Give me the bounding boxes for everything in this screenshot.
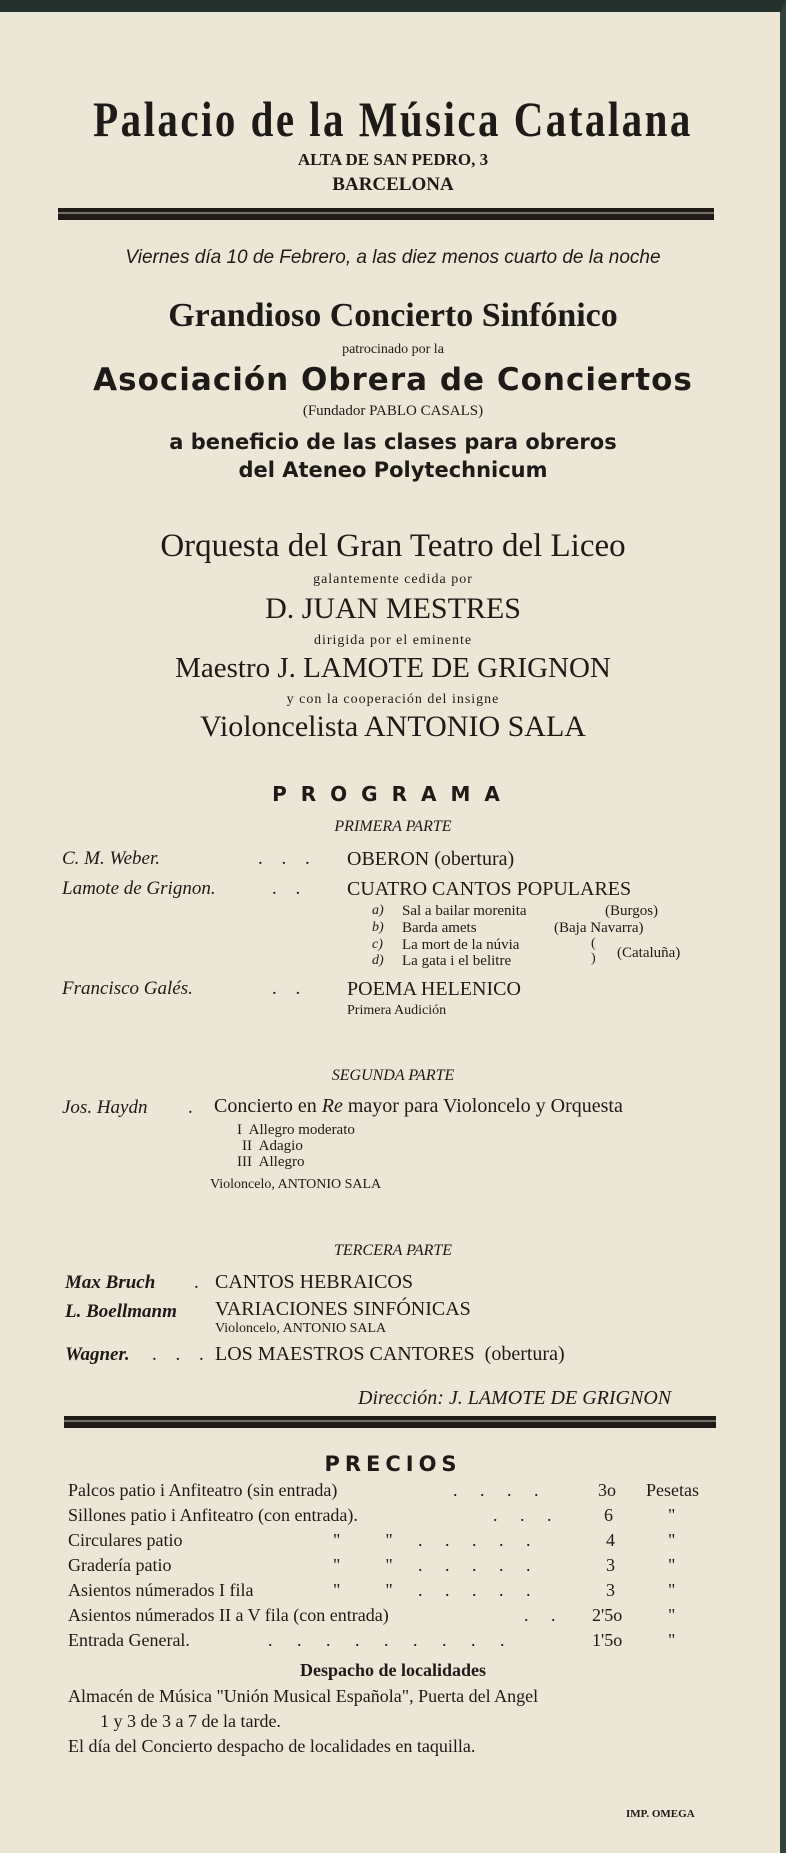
price-ditto-cols: " " <box>333 1555 393 1575</box>
dot-bruch: . <box>194 1272 199 1293</box>
price-label: Asientos númerados I fila <box>68 1580 254 1600</box>
work-maestros-cantores: LOS MAESTROS CANTORES (obertura) <box>215 1343 565 1365</box>
work-cuatro-cantos: CUATRO CANTOS POPULARES <box>347 878 632 900</box>
price-ditto-cols: " " <box>333 1580 393 1600</box>
work-haydn-part-b: mayor para Violoncelo y Orquesta <box>342 1095 623 1117</box>
price-value: 3o <box>598 1480 616 1500</box>
price-row <box>68 1530 718 1556</box>
program-rule <box>64 1416 716 1428</box>
song-letter: d) <box>372 953 384 968</box>
movement-1: I Allegro moderato <box>237 1122 355 1138</box>
song-title: Barda amets <box>402 920 477 936</box>
price-label: Sillones patio i Anfiteatro (con entrada). <box>68 1505 358 1525</box>
benefit-line-1: a beneficio de las clases para obreros <box>169 430 617 454</box>
price-dots: . . . <box>493 1505 561 1525</box>
cooperation-line: y con la cooperación del insigne <box>286 692 500 707</box>
box-office-heading: Despacho de localidades <box>299 1660 486 1680</box>
price-unit: Pesetas <box>646 1480 699 1500</box>
composer-haydn: Jos. Haydn <box>62 1097 148 1118</box>
part3-label: TERCERA PARTE <box>333 1242 453 1259</box>
brace-cd: ( ) <box>591 936 596 966</box>
work-haydn-concierto <box>214 1095 623 1118</box>
price-dots: . . . . . <box>418 1530 540 1550</box>
box-office-line-1: Almacén de Música "Unión Musical Española", Puerta del Angel <box>68 1686 539 1706</box>
price-row <box>68 1505 718 1531</box>
price-value: 2'5o <box>592 1605 623 1625</box>
directed-by: dirigida por el eminente <box>313 633 473 648</box>
movement-3: III Allegro <box>237 1154 305 1170</box>
song-letter: c) <box>372 937 383 952</box>
price-row <box>68 1605 718 1631</box>
ceded-by: galantemente cedida por <box>313 572 473 587</box>
price-value: 3 <box>606 1580 615 1600</box>
song-title: La mort de la núvia <box>402 937 520 953</box>
work-haydn-key: Re <box>321 1095 343 1117</box>
composer-boellmann: L. Boellmanm <box>65 1301 177 1322</box>
price-dots: . . . . . . . . . <box>268 1630 515 1650</box>
price-ditto: " <box>668 1530 676 1550</box>
composer-gales: Francisco Galés. <box>62 978 193 999</box>
composer-weber: C. M. Weber. <box>62 848 160 869</box>
price-dots: . . . . . <box>418 1580 540 1600</box>
work-haydn-part-a: Concierto en <box>214 1095 322 1117</box>
work-variaciones: VARIACIONES SINFÓNICAS <box>215 1298 471 1320</box>
owner-name: D. JUAN MESTRES <box>265 592 521 625</box>
price-row <box>68 1630 718 1656</box>
concert-title: Grandioso Concierto Sinfónico <box>168 297 618 334</box>
composer-wagner: Wagner. <box>65 1344 130 1365</box>
song-title: Sal a bailar morenita <box>402 903 527 919</box>
price-row <box>68 1555 718 1581</box>
price-row <box>68 1580 718 1606</box>
dots-lamote: . . <box>272 878 308 899</box>
sponsor-intro: patrocinado por la <box>342 342 444 357</box>
price-ditto: " <box>668 1555 676 1575</box>
venue-title: Palacio de la Música Catalana <box>93 91 693 147</box>
price-label: Gradería patio <box>68 1555 172 1575</box>
song-letter: a) <box>372 903 384 918</box>
price-dots: . . . . <box>453 1480 548 1500</box>
song-letter: b) <box>372 920 384 935</box>
direction-credit: Dirección: J. LAMOTE DE GRIGNON <box>358 1387 672 1409</box>
song-region: (Baja Navarra) <box>554 920 644 936</box>
work-poema-helenico: POEMA HELENICO <box>347 978 521 1000</box>
price-label: Entrada General. <box>68 1630 190 1650</box>
header-rule <box>58 208 714 220</box>
dots-gales: . . <box>272 978 308 999</box>
song-title: La gata i el belitre <box>402 953 512 969</box>
price-value: 4 <box>606 1530 615 1550</box>
price-ditto: " <box>668 1580 676 1600</box>
price-label: Circulares patio <box>68 1530 183 1550</box>
price-value: 6 <box>604 1505 613 1525</box>
venue-address: ALTA DE SAN PEDRO, 3 <box>297 150 489 169</box>
song-region: (Burgos) <box>605 903 659 919</box>
haydn-soloist: Violoncelo, ANTONIO SALA <box>210 1177 382 1192</box>
price-ditto: " <box>668 1605 676 1625</box>
song-region-cataluna: (Cataluña) <box>617 945 681 961</box>
soloist-name: Violoncelista ANTONIO SALA <box>200 710 586 743</box>
price-ditto-cols: " " <box>333 1530 393 1550</box>
venue-city: BARCELONA <box>332 174 454 195</box>
program-heading: PROGRAMA <box>272 782 514 806</box>
price-ditto: " <box>668 1630 676 1650</box>
printer-mark: IMP. OMEGA <box>626 1808 695 1820</box>
box-office-line-3: El día del Concierto despacho de localidades en taquilla. <box>68 1736 476 1756</box>
first-audition: Primera Audición <box>347 1003 447 1018</box>
price-dots: . . . . . <box>418 1555 540 1575</box>
part1-label: PRIMERA PARTE <box>334 818 452 835</box>
conductor-name: Maestro J. LAMOTE DE GRIGNON <box>175 652 611 684</box>
composer-bruch: Max Bruch <box>65 1272 156 1293</box>
date-line: Viernes día 10 de Febrero, a las diez menos cuarto de la noche <box>125 247 661 268</box>
sponsor-name: Asociación Obrera de Conciertos <box>93 362 693 398</box>
movement-2: II Adagio <box>242 1138 303 1154</box>
price-label: Palcos patio i Anfiteatro (sin entrada) <box>68 1480 338 1500</box>
price-value: 1'5o <box>592 1630 623 1650</box>
work-oberon: OBERON (obertura) <box>347 848 515 870</box>
prices-heading: PRECIOS <box>324 1452 462 1476</box>
price-dots: . . <box>524 1605 565 1625</box>
orchestra-name: Orquesta del Gran Teatro del Liceo <box>160 528 626 564</box>
work-cantos-hebraicos: CANTOS HEBRAICOS <box>215 1271 413 1293</box>
composer-lamote: Lamote de Grignon. <box>62 878 216 899</box>
benefit-line-2: del Ateneo Polytechnicum <box>238 458 548 482</box>
price-row <box>68 1480 718 1506</box>
box-office-line-2: 1 y 3 de 3 a 7 de la tarde. <box>100 1711 281 1731</box>
dot-haydn: . <box>188 1097 193 1118</box>
founder-note: (Fundador PABLO CASALS) <box>302 403 484 419</box>
price-ditto: " <box>668 1505 676 1525</box>
dots-weber: . . . <box>258 848 317 869</box>
part2-label: SEGUNDA PARTE <box>331 1067 455 1084</box>
price-value: 3 <box>606 1555 615 1575</box>
dots-wagner: . . . <box>152 1344 211 1365</box>
boellmann-soloist: Violoncelo, ANTONIO SALA <box>215 1321 387 1336</box>
price-label: Asientos númerados II a V fila (con entrada) <box>68 1605 389 1625</box>
